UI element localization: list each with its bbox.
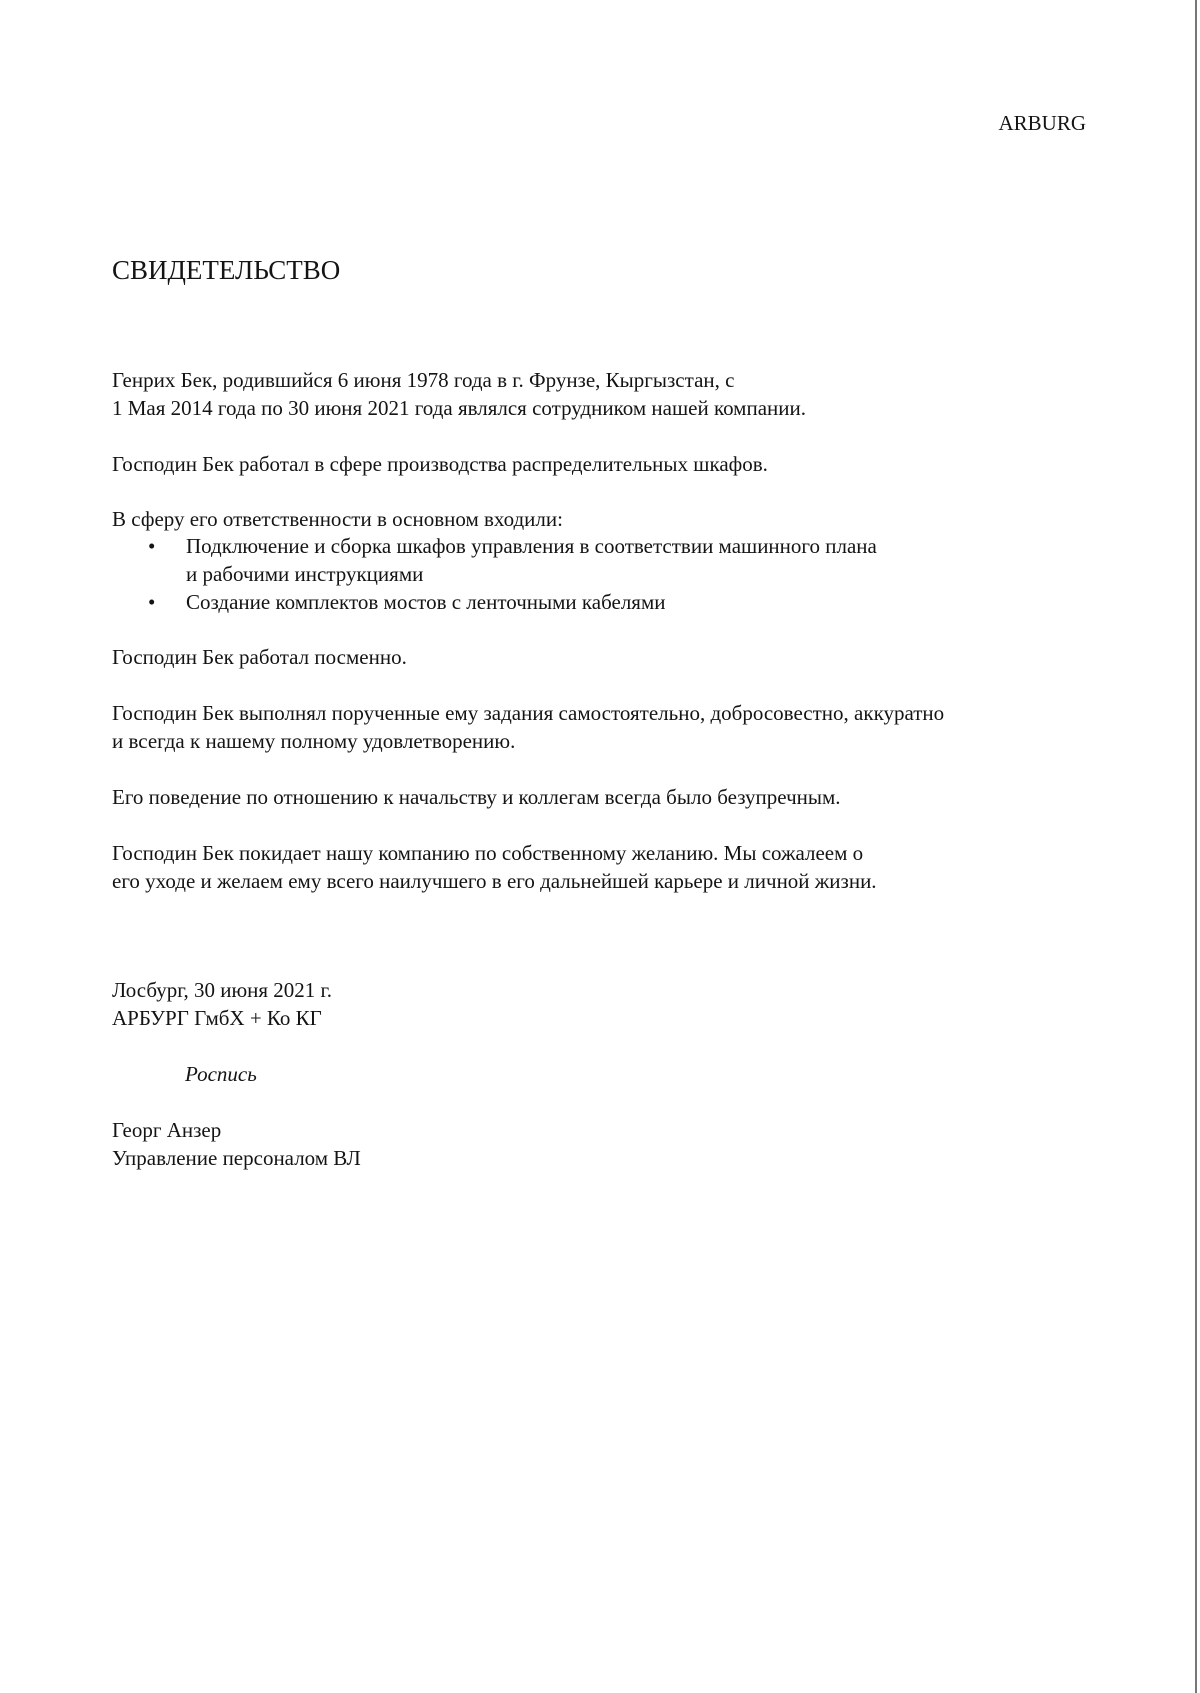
place-date: Лосбург, 30 июня 2021 г. — [112, 978, 333, 1002]
farewell-line-2: его уходе и желаем ему всего наилучшего в его дальнейшей карьере и личной жизни. — [112, 869, 877, 893]
bullet-icon: • — [148, 534, 156, 558]
company-header: ARBURG — [998, 111, 1086, 135]
document-title: СВИДЕТЕЛЬСТВО — [112, 255, 341, 285]
bullet-icon: • — [148, 590, 156, 614]
farewell-line-1: Господин Бек покидает нашу компанию по собственному желанию. Мы сожалеем о — [112, 841, 864, 865]
company-legal-name: АРБУРГ ГмбХ + Ко КГ — [112, 1006, 322, 1030]
list-item-line-2: и рабочими инструкциями — [186, 562, 424, 586]
field-paragraph: Господин Бек работал в сфере производства распределительных шкафов. — [112, 452, 768, 476]
performance-line-1: Господин Бек выполнял порученные ему задания самостоятельно, добросовестно, аккуратно — [112, 701, 945, 725]
responsibilities-intro: В сферу его ответственности в основном входили: — [112, 507, 563, 531]
list-item-line-1: Создание комплектов мостов с ленточными кабелями — [186, 590, 666, 614]
signatory-position: Управление персоналом ВЛ — [112, 1146, 361, 1170]
intro-line-2: 1 Мая 2014 года по 30 июня 2021 года являлся сотрудником нашей компании. — [112, 396, 806, 420]
conduct-paragraph: Его поведение по отношению к начальству и коллегам всегда было безупречным. — [112, 785, 841, 809]
signature: Роспись — [185, 1062, 257, 1086]
shifts-paragraph: Господин Бек работал посменно. — [112, 645, 407, 669]
performance-line-2: и всегда к нашему полному удовлетворению. — [112, 729, 516, 753]
signatory-name: Георг Анзер — [112, 1118, 222, 1142]
intro-line-1: Генрих Бек, родившийся 6 июня 1978 года в г. Фрунзе, Кыргызстан, с — [112, 368, 735, 392]
page-edge-line — [1195, 0, 1197, 1693]
list-item-line-1: Подключение и сборка шкафов управления в соответствии машинного плана — [186, 534, 877, 558]
